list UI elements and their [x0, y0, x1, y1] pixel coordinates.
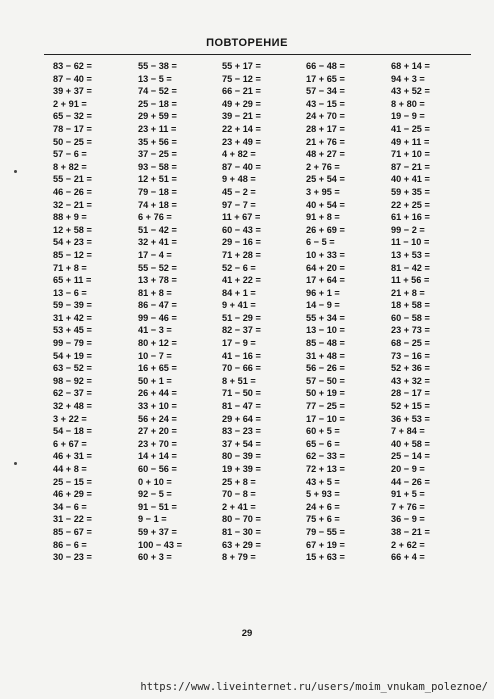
- exercise-item: 23 + 49 =: [222, 136, 261, 147]
- exercise-item: 38 − 21 =: [391, 526, 430, 537]
- exercise-item: 3 + 95 =: [306, 186, 340, 197]
- exercise-item: 87 − 40 =: [222, 161, 261, 172]
- exercise-item: 62 − 33 =: [306, 451, 345, 462]
- exercise-item: 70 − 66 =: [222, 363, 261, 374]
- exercise-column-3: [222, 60, 306, 564]
- exercise-item: 0 + 10 =: [138, 476, 172, 487]
- exercise-item: 74 + 18 =: [138, 199, 177, 210]
- exercise-item: 2 + 91 =: [53, 98, 87, 109]
- exercise-item: 74 − 52 =: [138, 86, 177, 97]
- exercise-item: 8 + 82 =: [53, 161, 87, 172]
- exercise-item: 39 + 37 =: [53, 86, 92, 97]
- exercise-item: 54 − 18 =: [53, 426, 92, 437]
- exercise-item: 10 − 7 =: [138, 350, 172, 361]
- exercise-item: 75 + 6 =: [306, 514, 340, 525]
- exercise-item: 80 + 12 =: [138, 338, 177, 349]
- exercise-item: 52 + 15 =: [391, 401, 430, 412]
- exercise-item: 66 + 4 =: [391, 552, 425, 563]
- exercise-item: 46 + 29 =: [53, 489, 92, 500]
- exercise-item: 40 + 54 =: [306, 199, 345, 210]
- exercise-item: 100 − 43 =: [138, 539, 182, 550]
- exercise-item: 6 + 76 =: [138, 212, 172, 223]
- exercise-item: 71 − 50 =: [222, 388, 261, 399]
- exercise-item: 41 − 16 =: [222, 350, 261, 361]
- exercise-item: 59 − 39 =: [53, 300, 92, 311]
- exercise-item: 17 − 9 =: [222, 338, 256, 349]
- exercise-item: 10 + 33 =: [306, 249, 345, 260]
- exercise-item: 92 − 5 =: [138, 489, 172, 500]
- exercise-item: 20 − 9 =: [391, 464, 425, 474]
- exercise-item: 80 − 39 =: [222, 451, 261, 462]
- exercise-item: 71 + 8 =: [53, 262, 87, 273]
- exercise-item: 3 + 22 =: [53, 413, 87, 424]
- exercise-item: 68 + 14 =: [391, 61, 430, 71]
- exercise-item: 43 − 15 =: [306, 98, 345, 109]
- exercise-item: 40 + 41 =: [391, 174, 430, 185]
- exercise-item: 13 + 53 =: [391, 249, 430, 260]
- exercise-item: 34 − 6 =: [53, 501, 87, 512]
- exercise-item: 41 − 25 =: [391, 123, 430, 134]
- exercise-item: 21 + 8 =: [391, 287, 425, 298]
- exercise-item: 11 + 56 =: [391, 275, 430, 286]
- exercise-item: 24 + 6 =: [306, 501, 340, 512]
- exercise-item: 56 − 26 =: [306, 363, 345, 374]
- exercise-item: 99 − 79 =: [53, 338, 92, 349]
- exercise-item: 8 + 51 =: [222, 375, 256, 386]
- scan-speck: [14, 462, 17, 465]
- exercise-item: 16 + 65 =: [138, 363, 177, 374]
- exercise-item: 63 + 29 =: [222, 539, 261, 550]
- exercise-item: 11 − 10 =: [391, 237, 430, 248]
- exercise-item: 66 − 48 =: [306, 61, 345, 71]
- exercise-item: 79 − 18 =: [138, 186, 177, 197]
- exercise-item: 46 − 26 =: [53, 186, 92, 197]
- page-number: 29: [241, 628, 253, 639]
- exercise-item: 22 + 25 =: [391, 199, 430, 210]
- exercise-item: 81 − 47 =: [222, 401, 261, 412]
- exercise-item: 25 + 8 =: [222, 476, 256, 487]
- exercise-item: 60 + 5 =: [306, 426, 340, 437]
- exercise-item: 45 − 2 =: [222, 186, 256, 197]
- exercise-item: 65 − 6 =: [306, 438, 340, 449]
- exercise-item: 9 + 41 =: [222, 300, 256, 311]
- exercise-item: 52 + 36 =: [391, 363, 430, 374]
- exercise-item: 6 + 67 =: [53, 438, 87, 449]
- exercise-item: 87 − 21 =: [391, 161, 430, 172]
- exercise-item: 25 − 18 =: [138, 98, 177, 109]
- exercise-item: 50 + 19 =: [306, 388, 345, 399]
- exercise-item: 23 + 11 =: [138, 123, 177, 134]
- exercise-item: 31 + 48 =: [306, 350, 345, 361]
- exercise-item: 91 + 5 =: [391, 489, 425, 500]
- exercise-item: 50 − 25 =: [53, 136, 92, 147]
- exercise-item: 60 − 58 =: [391, 312, 430, 323]
- exercise-column-5: [391, 60, 475, 564]
- exercise-item: 72 + 13 =: [306, 464, 345, 474]
- exercise-item: 2 + 76 =: [306, 161, 340, 172]
- exercise-item: 60 − 56 =: [138, 464, 177, 474]
- exercise-item: 49 + 29 =: [222, 98, 261, 109]
- exercise-item: 8 + 79 =: [222, 552, 256, 563]
- exercise-item: 56 + 24 =: [138, 413, 177, 424]
- exercise-item: 91 + 8 =: [306, 212, 340, 223]
- exercise-item: 65 + 11 =: [53, 275, 92, 286]
- exercise-item: 9 + 48 =: [222, 174, 256, 185]
- exercise-item: 73 − 16 =: [391, 350, 430, 361]
- exercise-item: 78 − 17 =: [53, 123, 92, 134]
- exercise-item: 25 − 15 =: [53, 476, 92, 487]
- exercise-item: 44 − 26 =: [391, 476, 430, 487]
- exercise-item: 82 − 37 =: [222, 325, 261, 336]
- exercise-item: 52 − 6 =: [222, 262, 256, 273]
- exercise-item: 6 − 5 =: [306, 237, 335, 248]
- page-title: ПОВТОРЕНИЕ: [206, 37, 288, 49]
- exercise-item: 23 + 70 =: [138, 438, 177, 449]
- exercise-item: 37 + 54 =: [222, 438, 261, 449]
- exercise-item: 11 + 67 =: [222, 212, 261, 223]
- exercise-item: 81 − 30 =: [222, 526, 261, 537]
- exercise-column-1: [53, 60, 137, 564]
- exercise-item: 97 − 7 =: [222, 199, 256, 210]
- exercise-item: 17 − 4 =: [138, 249, 172, 260]
- exercise-item: 61 + 16 =: [391, 212, 430, 223]
- exercise-item: 68 − 25 =: [391, 338, 430, 349]
- exercise-item: 29 − 16 =: [222, 237, 261, 248]
- exercise-item: 79 − 55 =: [306, 526, 345, 537]
- exercise-item: 25 + 54 =: [306, 174, 345, 185]
- exercise-item: 60 − 43 =: [222, 224, 261, 235]
- exercise-item: 43 + 32 =: [391, 375, 430, 386]
- exercise-item: 86 − 47 =: [138, 300, 177, 311]
- exercise-item: 27 + 20 =: [138, 426, 177, 437]
- exercise-item: 87 − 40 =: [53, 73, 92, 84]
- exercise-item: 54 + 19 =: [53, 350, 92, 361]
- scan-speck: [14, 170, 17, 173]
- exercise-item: 19 + 39 =: [222, 464, 261, 474]
- exercise-item: 65 − 32 =: [53, 111, 92, 122]
- exercise-item: 94 + 3 =: [391, 73, 425, 84]
- exercise-item: 77 − 25 =: [306, 401, 345, 412]
- exercise-columns: [0, 60, 494, 620]
- exercise-item: 13 − 5 =: [138, 73, 172, 84]
- exercise-item: 17 + 64 =: [306, 275, 345, 286]
- exercise-item: 36 − 9 =: [391, 514, 425, 525]
- exercise-item: 67 + 19 =: [306, 539, 345, 550]
- exercise-item: 9 − 1 =: [138, 514, 167, 525]
- exercise-item: 5 + 93 =: [306, 489, 340, 500]
- exercise-item: 64 + 20 =: [306, 262, 345, 273]
- exercise-item: 29 + 59 =: [138, 111, 177, 122]
- exercise-item: 28 + 17 =: [306, 123, 345, 134]
- exercise-item: 39 − 21 =: [222, 111, 261, 122]
- exercise-item: 91 − 51 =: [138, 501, 177, 512]
- exercise-item: 50 + 1 =: [138, 375, 172, 386]
- exercise-item: 26 + 44 =: [138, 388, 177, 399]
- exercise-item: 14 + 14 =: [138, 451, 177, 462]
- exercise-item: 18 + 58 =: [391, 300, 430, 311]
- exercise-item: 51 − 29 =: [222, 312, 261, 323]
- exercise-item: 81 − 42 =: [391, 262, 430, 273]
- exercise-item: 31 + 42 =: [53, 312, 92, 323]
- exercise-item: 7 + 84 =: [391, 426, 425, 437]
- exercise-item: 32 + 48 =: [53, 401, 92, 412]
- exercise-item: 13 − 6 =: [53, 287, 87, 298]
- exercise-item: 85 − 48 =: [306, 338, 345, 349]
- exercise-item: 43 + 52 =: [391, 86, 430, 97]
- exercise-item: 32 + 41 =: [138, 237, 177, 248]
- exercise-item: 49 + 11 =: [391, 136, 430, 147]
- exercise-item: 99 − 2 =: [391, 224, 425, 235]
- exercise-column-2: [138, 60, 222, 564]
- exercise-item: 31 − 22 =: [53, 514, 92, 525]
- exercise-item: 57 − 50 =: [306, 375, 345, 386]
- exercise-item: 55 − 38 =: [138, 61, 177, 71]
- exercise-item: 85 − 12 =: [53, 249, 92, 260]
- exercise-item: 35 + 56 =: [138, 136, 177, 147]
- exercise-item: 55 + 34 =: [306, 312, 345, 323]
- exercise-item: 84 + 1 =: [222, 287, 256, 298]
- exercise-item: 32 − 21 =: [53, 199, 92, 210]
- exercise-item: 7 + 76 =: [391, 501, 425, 512]
- exercise-item: 25 − 14 =: [391, 451, 430, 462]
- exercise-item: 12 + 51 =: [138, 174, 177, 185]
- exercise-item: 13 + 78 =: [138, 275, 177, 286]
- exercise-item: 88 + 9 =: [53, 212, 87, 223]
- exercise-item: 83 − 62 =: [53, 61, 92, 71]
- exercise-item: 55 − 21 =: [53, 174, 92, 185]
- exercise-item: 13 − 10 =: [306, 325, 345, 336]
- exercise-item: 48 + 27 =: [306, 149, 345, 160]
- exercise-item: 36 + 53 =: [391, 413, 430, 424]
- exercise-item: 86 − 6 =: [53, 539, 87, 550]
- exercise-item: 15 + 63 =: [306, 552, 345, 563]
- exercise-item: 22 + 14 =: [222, 123, 261, 134]
- exercise-item: 17 + 65 =: [306, 73, 345, 84]
- exercise-item: 30 − 23 =: [53, 552, 92, 563]
- exercise-item: 40 + 58 =: [391, 438, 430, 449]
- exercise-item: 51 − 42 =: [138, 224, 177, 235]
- exercise-item: 41 − 3 =: [138, 325, 172, 336]
- exercise-item: 29 + 64 =: [222, 413, 261, 424]
- exercise-item: 43 + 5 =: [306, 476, 340, 487]
- exercise-item: 54 + 23 =: [53, 237, 92, 248]
- exercise-item: 41 + 22 =: [222, 275, 261, 286]
- exercise-item: 85 − 67 =: [53, 526, 92, 537]
- exercise-item: 55 + 17 =: [222, 61, 261, 71]
- exercise-item: 62 − 37 =: [53, 388, 92, 399]
- exercise-item: 83 − 23 =: [222, 426, 261, 437]
- exercise-item: 98 − 92 =: [53, 375, 92, 386]
- exercise-item: 66 − 21 =: [222, 86, 261, 97]
- exercise-item: 99 − 46 =: [138, 312, 177, 323]
- exercise-item: 23 + 73 =: [391, 325, 430, 336]
- exercise-item: 59 + 35 =: [391, 186, 430, 197]
- exercise-item: 19 − 9 =: [391, 111, 425, 122]
- exercise-item: 33 + 10 =: [138, 401, 177, 412]
- exercise-item: 53 + 45 =: [53, 325, 92, 336]
- exercise-item: 93 − 58 =: [138, 161, 177, 172]
- exercise-item: 17 − 10 =: [306, 413, 345, 424]
- exercise-item: 12 + 58 =: [53, 224, 92, 235]
- exercise-item: 60 + 3 =: [138, 552, 172, 563]
- exercise-item: 8 + 80 =: [391, 98, 425, 109]
- exercise-item: 2 + 41 =: [222, 501, 256, 512]
- exercise-item: 14 − 9 =: [306, 300, 340, 311]
- exercise-item: 71 + 28 =: [222, 249, 261, 260]
- exercise-item: 63 − 52 =: [53, 363, 92, 374]
- exercise-item: 96 + 1 =: [306, 287, 340, 298]
- exercise-item: 81 + 8 =: [138, 287, 172, 298]
- exercise-item: 46 + 31 =: [53, 451, 92, 462]
- exercise-item: 4 + 82 =: [222, 149, 256, 160]
- exercise-item: 55 − 52 =: [138, 262, 177, 273]
- exercise-item: 57 − 34 =: [306, 86, 345, 97]
- exercise-item: 75 − 12 =: [222, 73, 261, 84]
- exercise-item: 80 − 70 =: [222, 514, 261, 525]
- exercise-column-4: [306, 60, 390, 564]
- exercise-item: 28 − 17 =: [391, 388, 430, 399]
- watermark-url: https://www.liveinternet.ru/users/moim_vnukam_poleznoe/: [140, 681, 488, 693]
- exercise-item: 21 + 76 =: [306, 136, 345, 147]
- exercise-item: 71 + 10 =: [391, 149, 430, 160]
- exercise-item: 44 + 8 =: [53, 464, 87, 474]
- exercise-item: 59 + 37 =: [138, 526, 177, 537]
- title-rule: [44, 54, 471, 55]
- exercise-item: 37 − 25 =: [138, 149, 177, 160]
- exercise-item: 24 + 70 =: [306, 111, 345, 122]
- exercise-item: 70 − 8 =: [222, 489, 256, 500]
- exercise-item: 26 + 69 =: [306, 224, 345, 235]
- exercise-item: 57 − 6 =: [53, 149, 87, 160]
- exercise-item: 2 + 62 =: [391, 539, 425, 550]
